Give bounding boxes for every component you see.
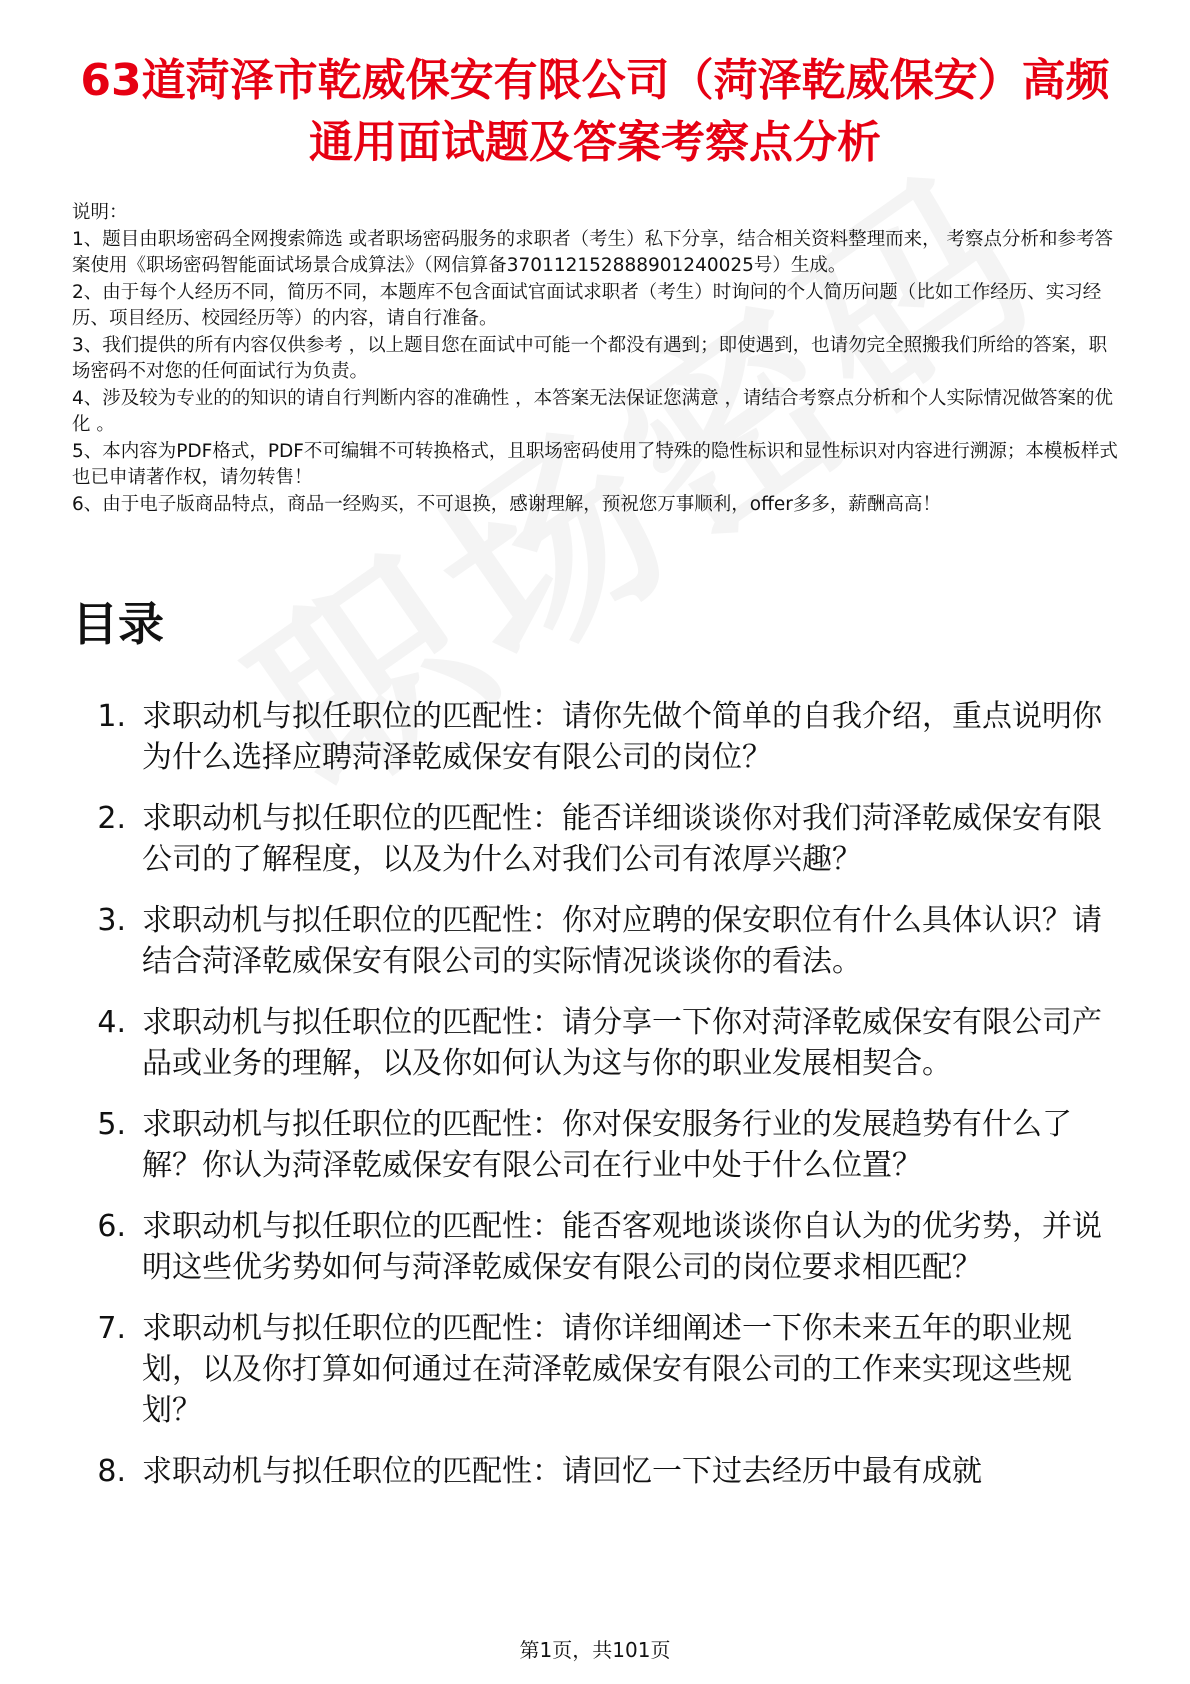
toc-item[interactable] xyxy=(72,798,1122,880)
note-item: 4、涉及较为专业的的知识的请自行判断内容的准确性 ，本答案无法保证您满意 ，请结合考察点分析和个人实际情况做答案的优化 。 xyxy=(72,387,1114,435)
page-footer: 第1页，共101页 xyxy=(519,1638,671,1662)
toc-item[interactable] xyxy=(72,1451,1122,1492)
toc-item-number: 3. xyxy=(97,903,126,938)
toc-item[interactable] xyxy=(72,696,1122,778)
toc-item-text: 求职动机与拟任职位的匹配性：能否详细谈谈你对我们菏泽乾威保安有限公司的了解程度，以及为什么对我们公司有浓厚兴趣？ xyxy=(142,801,1102,877)
toc-item[interactable] xyxy=(72,1206,1122,1288)
toc-item[interactable] xyxy=(72,1002,1122,1084)
notes-section xyxy=(72,200,1122,518)
toc-item-number: 7. xyxy=(97,1311,126,1346)
toc-list xyxy=(72,696,1122,1512)
note-item: 2、由于每个人经历不同，简历不同，本题库不包含面试官面试求职者（考生）时询问的个人简历问题（比如工作经历、实习经历、项目经历、校园经历等）的内容，请自行准备。 xyxy=(72,281,1102,329)
toc-item[interactable] xyxy=(72,1104,1122,1186)
notes-label: 说明： xyxy=(72,202,128,223)
note-item: 5、本内容为PDF格式，PDF不可编辑不可转换格式，且职场密码使用了特殊的隐性标识和显性标识对内容进行溯源；本模板样式也已申请著作权，请勿转售！ xyxy=(72,440,1118,488)
toc-item-text: 求职动机与拟任职位的匹配性：请你详细阐述一下你未来五年的职业规划，以及你打算如何通过在菏泽乾威保安有限公司的工作来实现这些规划？ xyxy=(142,1311,1072,1428)
document-title: 63道菏泽市乾威保安有限公司（菏泽乾威保安）高频通用面试题及答案考察点分析 xyxy=(80,55,1110,168)
toc-item-number: 4. xyxy=(97,1005,126,1040)
toc-item-text: 求职动机与拟任职位的匹配性：请分享一下你对菏泽乾威保安有限公司产品或业务的理解，以及你如何认为这与你的职业发展相契合。 xyxy=(142,1005,1102,1081)
toc-item-text: 求职动机与拟任职位的匹配性：你对保安服务行业的发展趋势有什么了解？你认为菏泽乾威保安有限公司在行业中处于什么位置？ xyxy=(142,1107,1072,1183)
toc-item-number: 2. xyxy=(97,801,126,836)
note-item: 3、我们提供的所有内容仅供参考 ，以上题目您在面试中可能一个都没有遇到；即使遇到，也请勿完全照搬我们所给的答案，职场密码不对您的任何面试行为负责。 xyxy=(72,334,1108,382)
toc-heading: 目录 xyxy=(72,597,164,651)
toc-item-text: 求职动机与拟任职位的匹配性：请你先做个简单的自我介绍，重点说明你为什么选择应聘菏泽乾威保安有限公司的岗位？ xyxy=(142,699,1102,775)
toc-item-text: 求职动机与拟任职位的匹配性：请回忆一下过去经历中最有成就 xyxy=(142,1454,982,1489)
note-item: 1、题目由职场密码全网搜索筛选 或者职场密码服务的求职者（考生）私下分享，结合相关资料整理而来， 考察点分析和参考答案使用《职场密码智能面试场景合成算法》（网信算备370112152888901240025号）生成。 xyxy=(72,228,1114,276)
toc-item-text: 求职动机与拟任职位的匹配性：能否客观地谈谈你自认为的优劣势，并说明这些优劣势如何与菏泽乾威保安有限公司的岗位要求相匹配？ xyxy=(142,1209,1102,1285)
toc-item-number: 6. xyxy=(97,1209,126,1244)
toc-item-number: 5. xyxy=(97,1107,126,1142)
note-item: 6、由于电子版商品特点，商品一经购买，不可退换，感谢理解，预祝您万事顺利，offer多多，薪酬高高！ xyxy=(72,493,941,515)
toc-item-number: 1. xyxy=(97,699,126,734)
toc-item-number: 8. xyxy=(97,1454,126,1489)
toc-item[interactable] xyxy=(72,900,1122,982)
toc-item-text: 求职动机与拟任职位的匹配性：你对应聘的保安职位有什么具体认识？请结合菏泽乾威保安有限公司的实际情况谈谈你的看法。 xyxy=(142,903,1102,979)
toc-item[interactable] xyxy=(72,1308,1122,1431)
